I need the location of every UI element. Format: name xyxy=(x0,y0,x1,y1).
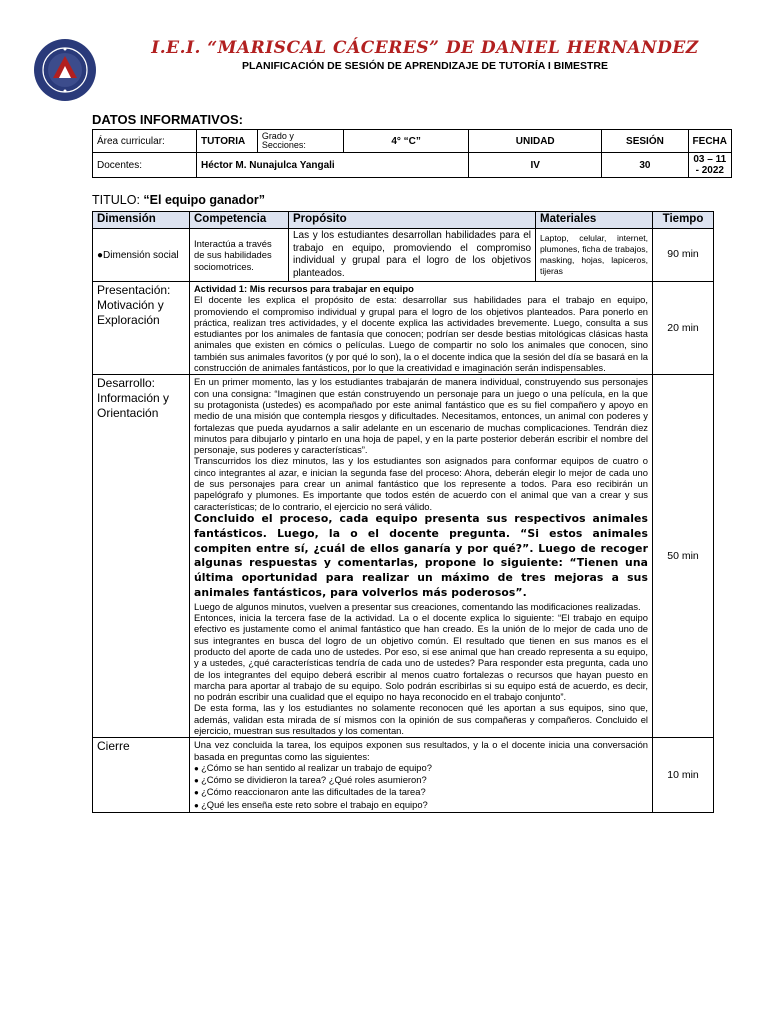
session-title xyxy=(92,193,265,207)
desarrollo-p4: Luego de algunos minutos, vuelven a presentar sus creaciones, comentando las modificaciones realizadas. xyxy=(194,600,641,612)
fecha-label: FECHA xyxy=(688,130,731,153)
plan-title: PLANIFICACIÓN DE SESIÓN DE APRENDIZAJE DE TUTORÍA I BIMESTRE xyxy=(242,60,608,72)
cierre-question: ● ¿Qué les enseña este reto sobre el trabajo en equipo? xyxy=(194,799,648,811)
presentacion-stage: Presentación: Motivación y Exploración xyxy=(93,282,190,375)
grado-label: Grado y Secciones: xyxy=(257,130,343,153)
desarrollo-p3: Concluido el proceso, cada equipo presenta sus respectivos animales fantásticos. Luego, la o el docente pregunta. “Si estos animales compiten entre sí, ¿cuál de ellos ganaría y por qué?”. Luego de recoger algunas respuestas y comentarlas, propone lo siguiente: “Tienen una última oportunidad para realizar un máximo de tres mejoras a sus animales fantásticos, para volverlos más poderosos”. xyxy=(194,511,648,599)
sesion-label: SESIÓN xyxy=(602,130,688,153)
docentes-value: Héctor M. Nunajulca Yangali xyxy=(196,153,468,178)
desarrollo-p2: Transcurridos los diez minutos, las y los estudiantes son asignados para conformar equipos de cuatro o cinco integrantes al azar, e inician la segunda fase del proceso: Ahora, deberán elegir lo mejor de cada uno de sus personajes para crear un animal fantástico que los represente a todos. Para eso recibirán un papelógrafo y plumones. Es importante que todos estén de acuerdo con el animal que van a crear y sus características; de lo contrario, el ejercicio no será válido. xyxy=(194,455,648,512)
sesion-value: 30 xyxy=(602,153,688,178)
header-dimension: Dimensión xyxy=(93,212,190,229)
cierre-question: ● ¿Cómo se dividieron la tarea? ¿Qué roles asumieron? xyxy=(194,774,648,786)
session-title-value: “El equipo ganador” xyxy=(143,193,265,207)
cierre-question: ● ¿Cómo reaccionaron ante las dificultades de la tarea? xyxy=(194,786,648,798)
row1-materiales: Laptop, celular, internet, plumones, ficha de trabajos, masking, hojas, lapiceros, tijeras xyxy=(536,229,653,282)
row1-proposito: Las y los estudiantes desarrollan habilidades para el trabajo en equipo, promoviendo el compromiso individual y grupal para el logro de los objetivos planteados. xyxy=(289,229,536,282)
cierre-tiempo: 10 min xyxy=(653,738,714,813)
cierre-intro: Una vez concluida la tarea, los equipos exponen sus resultados, y la o el docente inicia una conversación basada en preguntas como las siguientes: xyxy=(194,739,648,762)
desarrollo-p6: De esta forma, las y los estudiantes no solamente reconocen qué les aportan a sus equipos, sino que, además, validan esta mirada de sí mismos con la opinión de sus compañeras y compañeros. Concluido el ejercicio, muestran sus resultados y los comentan. xyxy=(194,702,648,736)
session-title-label: TITULO: xyxy=(92,193,140,207)
cierre-content xyxy=(190,738,653,813)
area-value: TUTORIA xyxy=(196,130,257,153)
desarrollo-tiempo: 50 min xyxy=(653,375,714,738)
header-competencia: Competencia xyxy=(190,212,289,229)
presentacion-tiempo: 20 min xyxy=(653,282,714,375)
desarrollo-stage: Desarrollo: Información y Orientación xyxy=(93,375,190,738)
cierre-questions xyxy=(194,762,648,811)
school-logo xyxy=(33,38,97,102)
session-table xyxy=(92,211,714,813)
presentacion-content xyxy=(190,282,653,375)
header-tiempo: Tiempo xyxy=(653,212,714,229)
info-table xyxy=(92,129,732,178)
header-proposito: Propósito xyxy=(289,212,536,229)
grado-value: 4° “C” xyxy=(344,130,469,153)
unidad-label: UNIDAD xyxy=(469,130,602,153)
cierre-question: ● ¿Cómo se han sentido al realizar un trabajo de equipo? xyxy=(194,762,648,774)
docentes-label: Docentes: xyxy=(93,153,197,178)
presentacion-text: El docente les explica el propósito de esta: desarrollar sus habilidades para el trabajo en equipo, promoviendo el compromiso individual y grupal para el logro de los objetivos planteados. Para ponerlo en práctica, realizan tres actividades, y el docente explica las actividades brevemente. Luego, consulta a sus estudiantes por los animales de fantasía que conocen; podrían ser desde bestias mitológicas clásicas hasta animales que existen en cómics o películas. Luego de compartir no solo los animales que conocen, sino también sus animales favoritos (y por qué lo son), la o el docente indica que la sesión del día se basará en la construcción de animales fantásticos, por lo que la creatividad e imaginación serán indispensables. xyxy=(194,294,648,374)
activity-title: Actividad 1: Mis recursos para trabajar en equipo xyxy=(194,283,414,294)
area-label: Área curricular: xyxy=(93,130,197,153)
desarrollo-p5: Entonces, inicia la tercera fase de la actividad. La o el docente explica lo siguiente: “El trabajo en equipo efectivo es justamente como el animal fantástico que han creado. Es la unión de lo mejor de cada uno de sus integrantes en busca del logro de un objetivo común. El resultado que tienen en sus manos es el producto del aporte de cada uno de ustedes. Por eso, si ese animal que han creado representa a su equipo, y a ustedes, ¿qué características tendría de cada uno de ustedes? Para responder esta pregunta, cada uno de los integrantes del equipo deberá escribir al menos cuatro fortalezas o recursos que hayan puesto en marcha para aportar al trabajo de su equipo. Solo podrán escribirlas si su equipo está de acuerdo, es decir, no podrán escribir una cualidad que el equipo no haya reconocido en el trabajo conjunto”. xyxy=(194,612,648,703)
row1-dimension: ●Dimensión social xyxy=(93,229,190,282)
unidad-value: IV xyxy=(469,153,602,178)
row1-tiempo: 90 min xyxy=(653,229,714,282)
fecha-value: 03 – 11 - 2022 xyxy=(688,153,731,178)
header-materiales: Materiales xyxy=(536,212,653,229)
desarrollo-p1: En un primer momento, las y los estudiantes trabajarán de manera individual, construyendo sus personajes con una consigna: “Imaginen que están construyendo un personaje para un juego o una película, en la que su protagonista (ustedes) es acompañado por este animal fantástico que es su fiel compañero y apoyo en medio de una misión que contempla riesgos y dificultades. Necesitamos, entonces, un animal con poderes y fortalezas que pueda ayudarnos a salir adelante en un escenario de muchas complicaciones. Tendrán diez minutos para dibujarlo y pintarlo en una hoja de papel, y en la parte posterior deberán escribir el nombre del personaje, sus poderes y características”. xyxy=(194,376,648,456)
datos-informativos-title: DATOS INFORMATIVOS: xyxy=(92,112,243,127)
row1-competencia: Interactúa a través de sus habilidades sociomotrices. xyxy=(190,229,289,282)
desarrollo-content xyxy=(190,375,653,738)
school-name: I.E.I. “MARISCAL CÁCERES” DE DANIEL HERNANDEZ xyxy=(151,38,699,58)
cierre-stage: Cierre xyxy=(93,738,190,813)
